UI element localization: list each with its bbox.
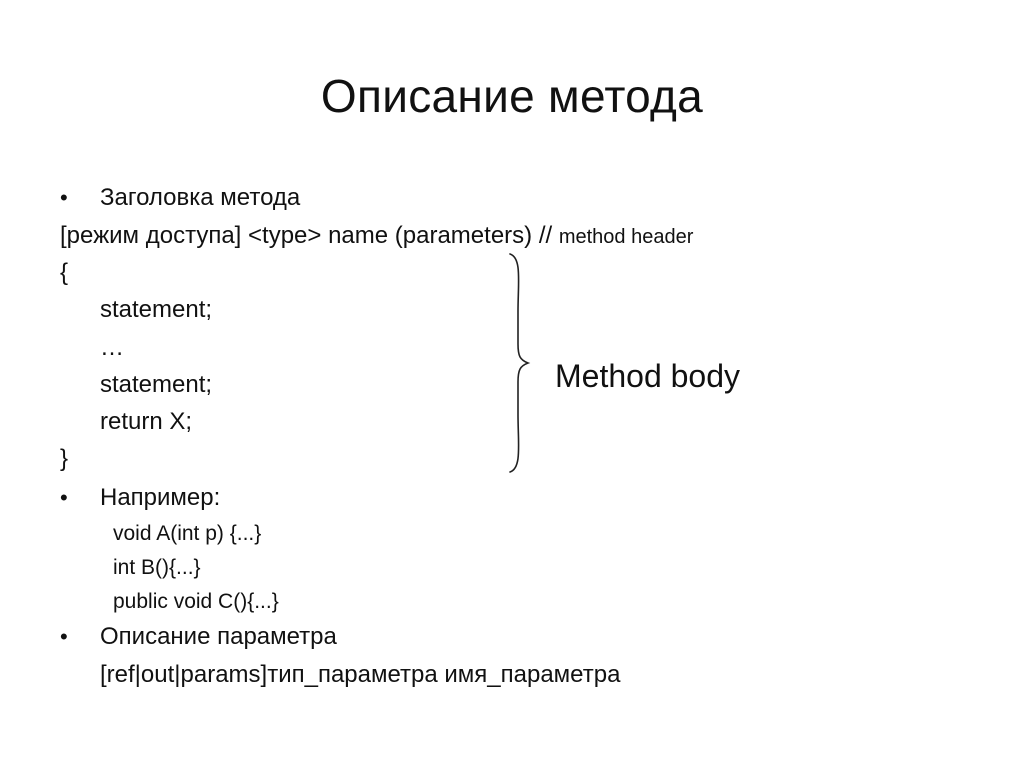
bullet-icon: • [60,485,68,510]
open-brace: { [60,259,69,286]
example-line: void A(int p) {...} [113,522,262,545]
slide-title: Описание метода [320,70,704,122]
method-body-label: Method body [555,358,741,394]
statement-line: statement; [100,296,213,323]
return-line: return X; [100,408,193,435]
close-brace: } [60,445,69,472]
header-section-label: Заголовка метода [100,184,301,211]
method-signature-comment: method header [558,226,694,248]
ellipsis-line: … [100,334,124,361]
bullet-icon: • [60,185,68,210]
params-syntax: [ref|out|params]тип_параметра имя_параметра [100,661,621,688]
method-signature-text: [режим доступа] <type> name (parameters) // [60,222,559,249]
curly-brace-icon [500,252,540,474]
examples-section-label: Например: [100,484,221,511]
params-section-label: Описание параметра [100,623,337,650]
example-line: public void C(){...} [113,590,279,613]
statement-line: statement; [100,371,213,398]
method-signature [60,221,693,252]
bullet-icon: • [60,624,68,649]
example-line: int B(){...} [113,556,201,579]
